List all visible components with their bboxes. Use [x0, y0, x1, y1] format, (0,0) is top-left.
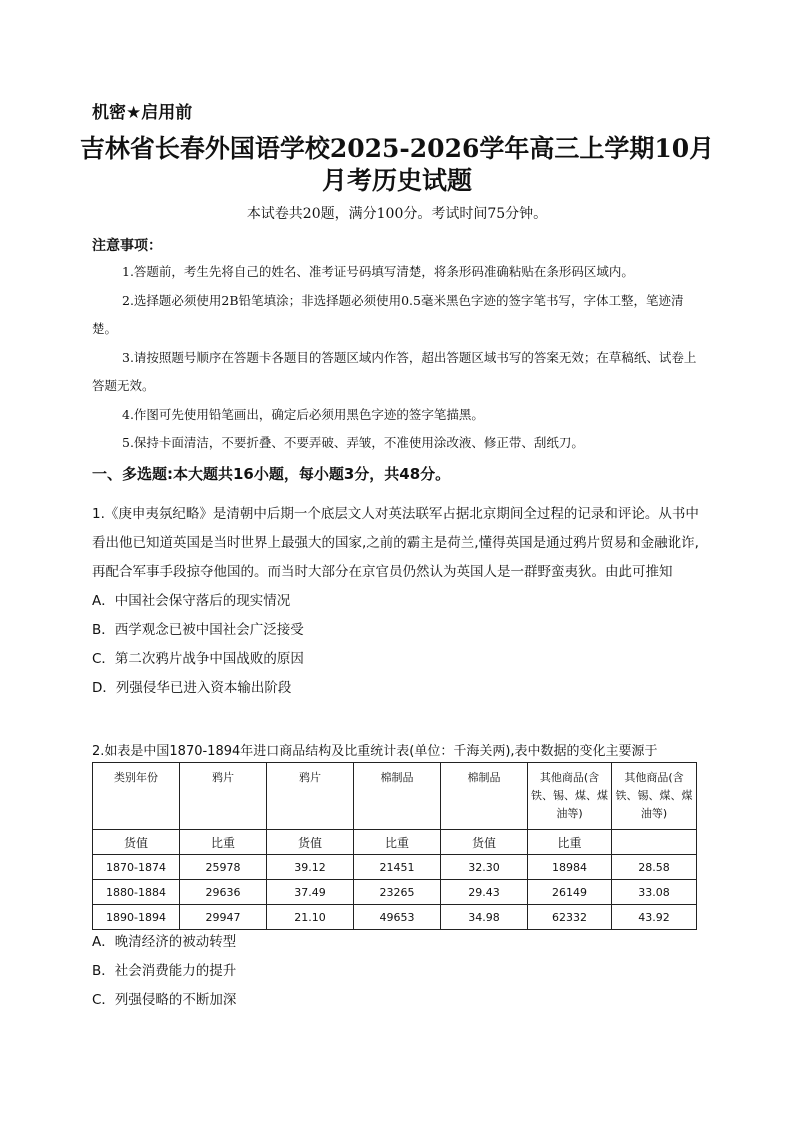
- question-2-stem: 2.如表是中国1870-1894年进口商品结构及比重统计表(单位：千海关两),表中数据的变化主要源于: [92, 744, 658, 759]
- question-1-option-c[interactable]: C．第二次鸦片战争中国战败的原因: [92, 651, 304, 667]
- note-item-3: 3.请按照题号顺序在答题卡各题目的答题区域内作答，超出答题区域书写的答案无效；在草稿纸、试卷上答题无效。: [92, 349, 697, 393]
- section-heading: 一、多选题:本大题共16小题，每小题3分，共48分。: [92, 465, 451, 483]
- table-subheader-cell: 比重: [528, 830, 612, 855]
- question-1-option-b[interactable]: B．西学观念已被中国社会广泛接受: [92, 622, 304, 638]
- question-2-option-b[interactable]: B．社会消费能力的提升: [92, 963, 237, 979]
- table-cell: 43.92: [612, 905, 697, 930]
- question-1: [92, 500, 702, 703]
- note-item-1: 1.答题前，考生先将自己的姓名、准考证号码填写清楚，将条形码准确粘贴在条形码区域内。: [122, 264, 634, 279]
- table-cell: 39.12: [267, 855, 354, 880]
- question-2-options: [92, 928, 702, 1015]
- table-header-row-1: [93, 763, 697, 830]
- table-cell: 37.49: [267, 880, 354, 905]
- notes-heading: 注意事项：: [92, 238, 162, 254]
- table-cell: 21451: [354, 855, 441, 880]
- table-cell: 33.08: [612, 880, 697, 905]
- table-cell: 26149: [528, 880, 612, 905]
- table-cell: 1890-1894: [93, 905, 180, 930]
- import-structure-table: [92, 762, 697, 930]
- question-1-stem: 1.《庚申夷氛纪略》是清朝中后期一个底层文人对英法联军占据北京期间全过程的记录和评论。从书中看出他已知道英国是当时世界上最强大的国家,之前的霸主是荷兰,懂得英国是通过鸦片贸易和金融讹诈,再配合军事手段掠夺他国的。而当时大部分在京官员仍然认为英国人是一群野蛮夷狄。由此可推知: [92, 506, 699, 580]
- question-1-option-d[interactable]: D．列强侵华已进入资本输出阶段: [92, 680, 292, 696]
- notes-list: [92, 258, 702, 458]
- table-cell: 18984: [528, 855, 612, 880]
- table-header-cell: 类别年份: [93, 763, 180, 830]
- table-cell: 29.43: [441, 880, 528, 905]
- table-header-row-2: [93, 830, 697, 855]
- note-item-2: 2.选择题必须使用2B铅笔填涂；非选择题必须使用0.5毫米黑色字迹的签字笔书写，字体工整，笔迹清楚。: [92, 292, 684, 336]
- table-subheader-cell: 货值: [441, 830, 528, 855]
- question-2-option-c[interactable]: C．列强侵略的不断加深: [92, 992, 237, 1008]
- table-header-cell: 棉制品: [441, 763, 528, 830]
- table-row: [93, 880, 697, 905]
- table-cell: 62332: [528, 905, 612, 930]
- table-cell: 29636: [180, 880, 267, 905]
- table-subheader-cell: [612, 830, 697, 855]
- table-cell: 25978: [180, 855, 267, 880]
- table-header-cell: 其他商品(含铁、锡、煤、煤油等): [528, 763, 612, 830]
- exam-title-line2: 月考历史试题: [321, 166, 472, 195]
- table-subheader-cell: 货值: [267, 830, 354, 855]
- table-subheader-cell: 比重: [180, 830, 267, 855]
- table-cell: 23265: [354, 880, 441, 905]
- table-row: [93, 905, 697, 930]
- table-header-cell: 棉制品: [354, 763, 441, 830]
- confidential-mark: 机密★启用前: [92, 103, 193, 123]
- table-cell: 21.10: [267, 905, 354, 930]
- table-cell: 49653: [354, 905, 441, 930]
- table-subheader-cell: 比重: [354, 830, 441, 855]
- question-2-option-a[interactable]: A．晚清经济的被动转型: [92, 934, 237, 950]
- question-1-option-a[interactable]: A．中国社会保守落后的现实情况: [92, 593, 291, 609]
- table-row: [93, 855, 697, 880]
- table-cell: 32.30: [441, 855, 528, 880]
- note-item-5: 5.保持卡面清洁，不要折叠、不要弄破、弄皱，不准使用涂改液、修正带、刮纸刀。: [122, 435, 584, 450]
- table-cell: 1870-1874: [93, 855, 180, 880]
- exam-subtitle: 本试卷共20题，满分100分。考试时间75分钟。: [246, 206, 548, 222]
- table-header-cell: 其他商品(含铁、锡、煤、煤油等): [612, 763, 697, 830]
- table-cell: 28.58: [612, 855, 697, 880]
- table-cell: 1880-1884: [93, 880, 180, 905]
- table-cell: 29947: [180, 905, 267, 930]
- table-cell: 34.98: [441, 905, 528, 930]
- table-header-cell: 鸦片: [180, 763, 267, 830]
- exam-title-line1: 吉林省长春外国语学校2025-2026学年高三上学期10月: [79, 134, 715, 163]
- note-item-4: 4.作图可先使用铅笔画出，确定后必须用黑色字迹的签字笔描黑。: [122, 406, 484, 422]
- table-header-cell: 鸦片: [267, 763, 354, 830]
- table-subheader-cell: 货值: [93, 830, 180, 855]
